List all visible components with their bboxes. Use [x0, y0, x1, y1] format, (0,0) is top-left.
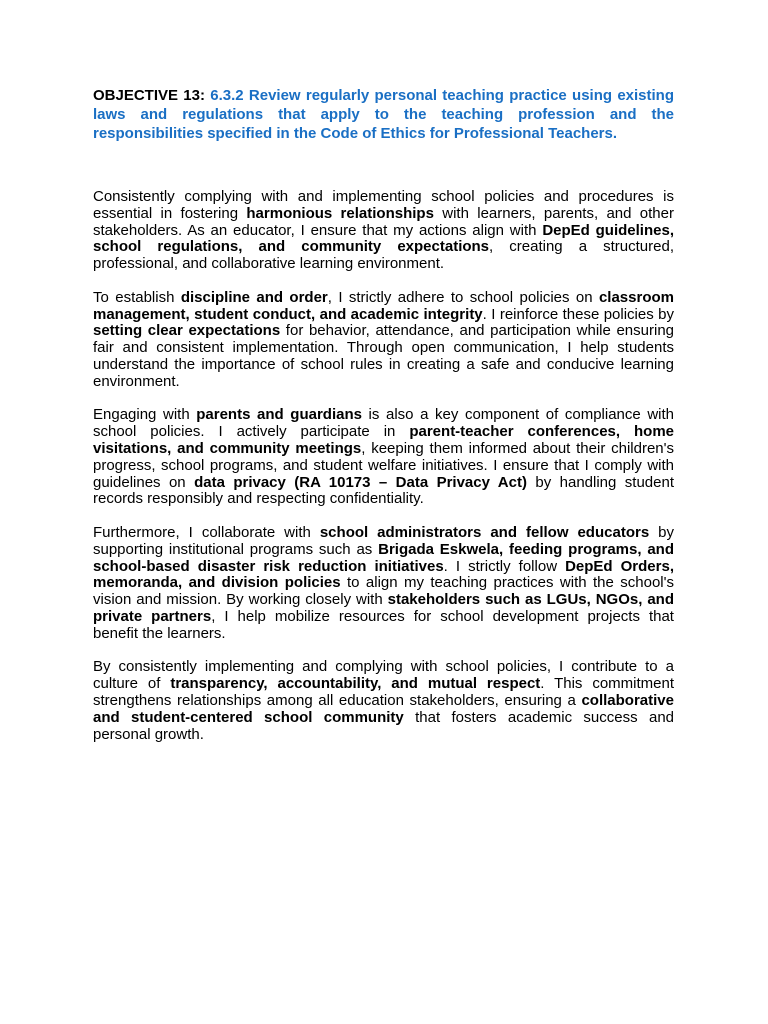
paragraph-text: Furthermore, I collaborate with	[93, 523, 320, 541]
emphasized-text: data privacy (RA 10173 – Data Privacy Act)	[194, 473, 527, 491]
objective-heading	[93, 86, 674, 143]
paragraph-text: By consistently implementing and complying with school policies, I contribute to a culture of	[93, 658, 674, 693]
emphasized-text: stakeholders such as LGUs, NGOs, and private partners	[93, 591, 675, 625]
emphasized-text: setting clear expectations	[93, 322, 281, 340]
emphasized-text: parent-teacher conferences, home visitations, and community meetings	[93, 423, 674, 457]
paragraph-text: by handling student records responsibly and respecting confidentiality.	[93, 473, 674, 508]
paragraph-text: , I strictly adhere to school policies on	[327, 288, 599, 306]
body-paragraph	[93, 407, 674, 508]
paragraph-text: . I strictly follow	[443, 557, 566, 575]
paragraph-text: . I reinforce these policies by	[482, 305, 674, 323]
paragraph-text: , creating a structured, professional, and collaborative learning environment.	[93, 238, 674, 273]
emphasized-text: discipline and order	[180, 288, 328, 306]
objective-label: OBJECTIVE 13:	[93, 87, 205, 104]
emphasized-text: classroom management, student conduct, and academic integrity	[93, 288, 674, 323]
paragraph-text: is also a key component of compliance with school policies. I actively participate in	[93, 406, 674, 441]
paragraph-text: that fosters academic success and personal growth.	[93, 708, 674, 743]
emphasized-text: harmonious relationships	[246, 204, 434, 222]
emphasized-text: Brigada Eskwela, feeding programs, and school-based disaster risk reduction initiatives	[93, 540, 675, 575]
paragraph-text: , keeping them informed about their children's progress, school programs, and student welfare initiatives. I ensure that I comply with guidelines on	[93, 439, 674, 491]
paragraph-text: Consistently complying with and implementing school policies and procedures is essential in fostering	[93, 188, 674, 222]
paragraph-text: Engaging with	[93, 406, 197, 424]
emphasized-text: parents and guardians	[196, 406, 362, 424]
emphasized-text: transparency, accountability, and mutual respect	[170, 675, 541, 693]
body-paragraph	[93, 189, 674, 273]
body-paragraph	[93, 525, 674, 643]
document-page	[93, 86, 674, 760]
body-paragraph	[93, 659, 674, 743]
paragraph-text: , I help mobilize resources for school development projects that benefit the learners.	[93, 607, 674, 642]
paragraph-text: To establish	[93, 288, 181, 306]
paragraph-text: . This commitment strengthens relationships among all education stakeholders, ensuring a	[93, 675, 675, 709]
emphasized-text: school administrators and fellow educators	[319, 523, 650, 541]
emphasized-text: collaborative and student-centered school community	[93, 691, 674, 726]
emphasized-text: DepEd guidelines, school regulations, and community expectations	[93, 221, 674, 256]
body-text	[93, 189, 674, 743]
paragraph-text: for behavior, attendance, and participation while ensuring fair and consistent implementation. Through open communication, I help students understand the importance of school rules in creating a safe and conducive learning environment.	[93, 322, 675, 390]
objective-text: 6.3.2 Review regularly personal teaching practice using existing laws and regulations that apply to the teaching profession and the responsibilities specified in the Code of Ethics for Professional Teachers.	[93, 87, 675, 142]
emphasized-text: DepEd Orders, memoranda, and division policies	[93, 557, 674, 592]
paragraph-text: by supporting institutional programs such as	[93, 523, 674, 558]
body-paragraph	[93, 290, 674, 391]
paragraph-text: with learners, parents, and other stakeholders. As an educator, I ensure that my actions align with	[93, 204, 674, 239]
paragraph-text: to align my teaching practices with the school's vision and mission. By working closely with	[93, 574, 674, 609]
